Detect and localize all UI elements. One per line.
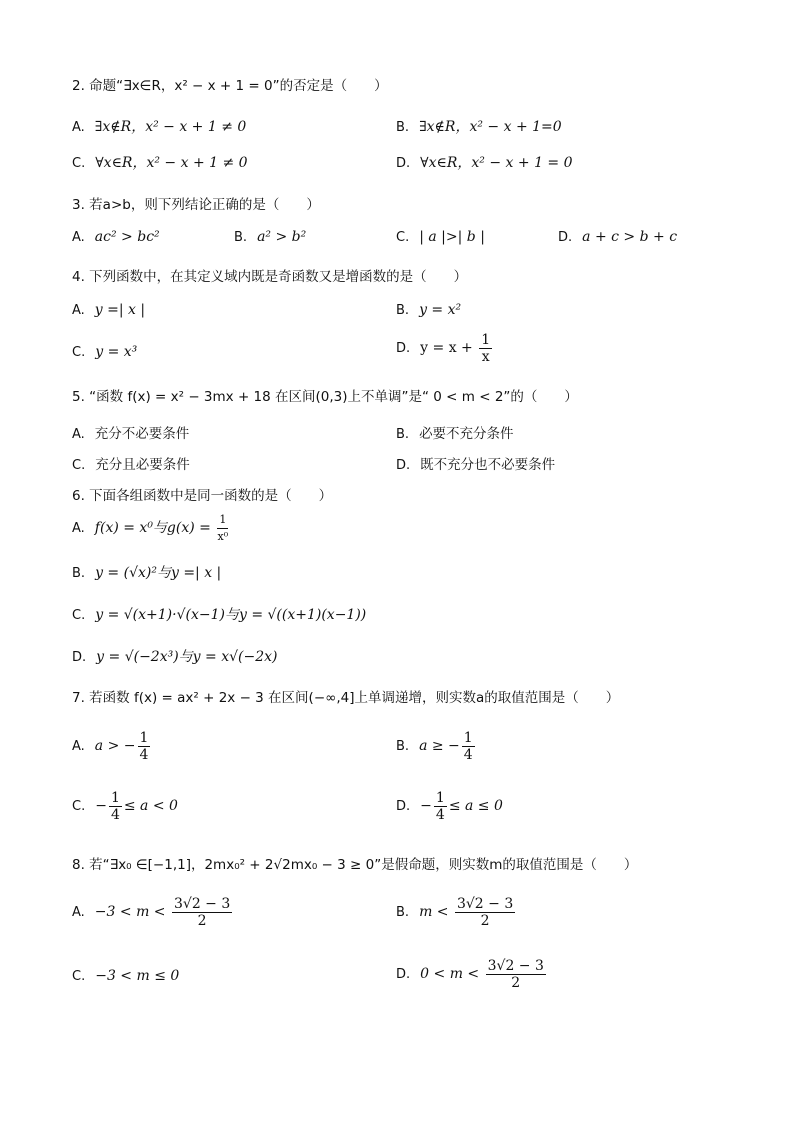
question-8-stem: 8. 若“∃x₀ ∈[−1,1]，2mx₀² + 2√2mx₀ − 3 ≥ 0”是假命题，则实数m的取值范围是（ ） [72, 857, 638, 873]
question-2-option-c[interactable]: C. ∀x∈R，x² − x + 1 ≠ 0 [72, 155, 248, 171]
question-8-option-d[interactable]: D. 0 < m < $\frac{3√2 - 3}{2}$ [396, 958, 544, 991]
fraction: $\frac{3√2 - 3}{2}$ [173, 896, 231, 929]
question-3-option-d[interactable]: D. a + c > b + c [558, 229, 678, 245]
question-6-option-b[interactable]: B. y = (√x)²与y =| x | [72, 565, 222, 581]
question-5-option-c[interactable]: C. 充分且必要条件 [72, 457, 190, 473]
question-7-option-a[interactable]: A. a > − $\frac{1}{4}$ [72, 730, 149, 763]
question-8-option-a[interactable]: A. −3 < m < $\frac{3√2 - 3}{2}$ [72, 896, 231, 929]
fraction: $\frac{3√2 - 3}{2}$ [487, 958, 544, 991]
question-6-option-d[interactable]: D. y = √(−2x³)与y = x√(−2x) [72, 649, 278, 665]
fraction: $\frac{1}{x}$ [481, 332, 491, 365]
question-5-option-d[interactable]: D. 既不充分也不必要条件 [396, 457, 556, 473]
fraction: $\frac{1}{4}$ [139, 730, 149, 763]
question-2-stem: 2. 命题“∃x∈R，x² − x + 1 = 0”的否定是（ ） [72, 78, 388, 94]
question-4-option-d[interactable]: D. y = x + $\frac{1}{x}$ [396, 332, 491, 365]
question-3-option-a[interactable]: A. ac² > bc² [72, 229, 160, 245]
question-7-stem: 7. 若函数 f(x) = ax² + 2x − 3 在区间(−∞,4]上单调递增，则实数a的取值范围是（ ） [72, 690, 620, 706]
question-8-option-c[interactable]: C. −3 < m ≤ 0 [72, 968, 180, 984]
question-3-option-c[interactable]: C. | a |>| b | [396, 229, 485, 245]
question-5-stem: 5. “函数 f(x) = x² − 3mx + 18 在区间(0,3)上不单调”是“ 0 < m < 2”的（ ） [72, 389, 578, 405]
fraction: $\frac{3√2 - 3}{2}$ [456, 896, 514, 929]
fraction: $\frac{1}{4}$ [110, 790, 120, 823]
question-5-option-b[interactable]: B. 必要不充分条件 [396, 426, 514, 442]
question-2-option-a[interactable]: A. ∃x∉R，x² − x + 1 ≠ 0 [72, 119, 247, 135]
question-4-option-b[interactable]: B. y = x² [396, 302, 462, 318]
question-3-stem: 3. 若a>b，则下列结论正确的是（ ） [72, 197, 320, 213]
question-3-option-b[interactable]: B. a² > b² [234, 229, 307, 245]
question-6-stem: 6. 下面各组函数中是同一函数的是（ ） [72, 488, 333, 504]
question-7-option-b[interactable]: B. a ≥ − $\frac{1}{4}$ [396, 730, 473, 763]
question-2-option-b[interactable]: B. ∃x∉R，x² − x + 1=0 [396, 119, 562, 135]
fraction: $\frac{1}{4}$ [435, 790, 445, 823]
question-4-option-a[interactable]: A. y =| x | [72, 302, 146, 318]
question-6-option-a[interactable]: A. f(x) = x⁰与g(x) = $\frac{1}{\text{x⁰}}$ [72, 513, 229, 543]
question-4-option-c[interactable]: C. y = x³ [72, 344, 138, 360]
question-8-option-b[interactable]: B. m < $\frac{3√2 - 3}{2}$ [396, 896, 514, 929]
question-7-option-d[interactable]: D. − $\frac{1}{4}$ ≤ a ≤ 0 [396, 790, 503, 823]
question-2-option-d[interactable]: D. ∀x∈R，x² − x + 1 = 0 [396, 155, 573, 171]
question-5-option-a[interactable]: A. 充分不必要条件 [72, 426, 190, 442]
question-4-stem: 4. 下列函数中，在其定义域内既是奇函数又是增函数的是（ ） [72, 269, 468, 285]
fraction: $\frac{1}{\text{x⁰}}$ [217, 513, 229, 543]
question-7-option-c[interactable]: C. − $\frac{1}{4}$ ≤ a < 0 [72, 790, 178, 823]
fraction: $\frac{1}{4}$ [463, 730, 473, 763]
question-6-option-c[interactable]: C. y = √(x+1)·√(x−1)与y = √((x+1)(x−1)) [72, 607, 367, 623]
